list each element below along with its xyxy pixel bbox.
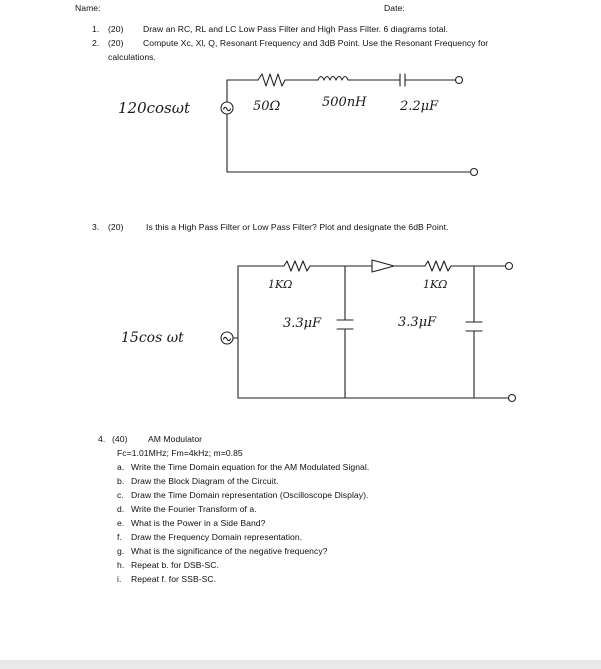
item-letter: i. (117, 574, 122, 584)
item-letter: b. (117, 476, 125, 486)
item-text: Write the Time Domain equation for the AM Modulated Signal. (131, 462, 370, 472)
problem-1-points: (20) (108, 24, 124, 34)
item-letter: c. (117, 490, 124, 500)
item-text: Write the Fourier Transform of a. (131, 504, 257, 514)
item-letter: e. (117, 518, 125, 528)
capacitor-label: 2.2μF (400, 99, 439, 114)
item-letter: a. (117, 462, 125, 472)
item-letter: d. (117, 504, 125, 514)
item-letter: g. (117, 546, 125, 556)
terminal-node (506, 263, 513, 270)
resistor-label: 1KΩ (423, 278, 448, 291)
item-letter: f. (117, 532, 122, 542)
sine-wave-icon (224, 107, 231, 110)
buffer-amplifier-icon (372, 260, 394, 272)
resistor-icon (238, 261, 372, 271)
problem-2-text-continued: calculations. (108, 52, 156, 62)
page-bottom-edge (0, 660, 601, 669)
item-text: Draw the Time Domain representation (Oscilloscope Display). (131, 490, 369, 500)
item-text: What is the Power in a Side Band? (131, 518, 266, 528)
date-label: Date: (384, 3, 405, 13)
problem-4-points: (40) (112, 434, 128, 444)
capacitor-icon (400, 74, 405, 86)
inductor-label: 500nH (322, 95, 367, 110)
problem-2-points: (20) (108, 38, 124, 48)
terminal-node (471, 169, 478, 176)
capacitor-icon (337, 320, 353, 329)
problem-4-number: 4. (98, 434, 106, 444)
resistor-icon (258, 74, 318, 86)
resistor-label: 50Ω (253, 99, 281, 114)
item-text: What is the significance of the negative frequency? (131, 546, 328, 556)
problem-1-text: Draw an RC, RL and LC Low Pass Filter and High Pass Filter. 6 diagrams total. (143, 24, 448, 34)
circuit-2 (221, 260, 516, 402)
inductor-icon (318, 77, 400, 81)
capacitor-label: 3.3μF (398, 315, 437, 330)
sine-wave-icon (224, 337, 231, 340)
terminal-node (456, 77, 463, 84)
item-text: Repeat f. for SSB-SC. (131, 574, 217, 584)
item-letter: h. (117, 560, 125, 570)
name-label: Name: (75, 3, 101, 13)
item-text: Draw the Frequency Domain representation. (131, 532, 303, 542)
source-label: 15cos ωt (121, 330, 184, 346)
terminal-node (509, 395, 516, 402)
problem-4-params: Fc=1.01MHz; Fm=4kHz; m=0.85 (117, 448, 243, 458)
circuit-1 (221, 74, 478, 176)
item-text: Repeat b. for DSB-SC. (131, 560, 219, 570)
problem-3-text: Is this a High Pass Filter or Low Pass Filter? Plot and designate the 6dB Point. (146, 222, 449, 232)
problem-3-number: 3. (92, 222, 100, 232)
problem-1-number: 1. (92, 24, 100, 34)
problem-3-points: (20) (108, 222, 124, 232)
item-text: Draw the Block Diagram of the Circuit. (131, 476, 279, 486)
capacitor-label: 3.3μF (283, 316, 322, 331)
capacitor-icon (466, 322, 482, 331)
resistor-label: 1KΩ (268, 278, 293, 291)
source-label: 120cosωt (118, 99, 191, 117)
wire (227, 114, 470, 172)
problem-2-number: 2. (92, 38, 100, 48)
problem-4-title: AM Modulator (148, 434, 203, 444)
problem-2-text: Compute Xc, Xl, Q, Resonant Frequency and 3dB Point. Use the Resonant Frequency for (143, 38, 489, 48)
resistor-icon (394, 261, 505, 271)
